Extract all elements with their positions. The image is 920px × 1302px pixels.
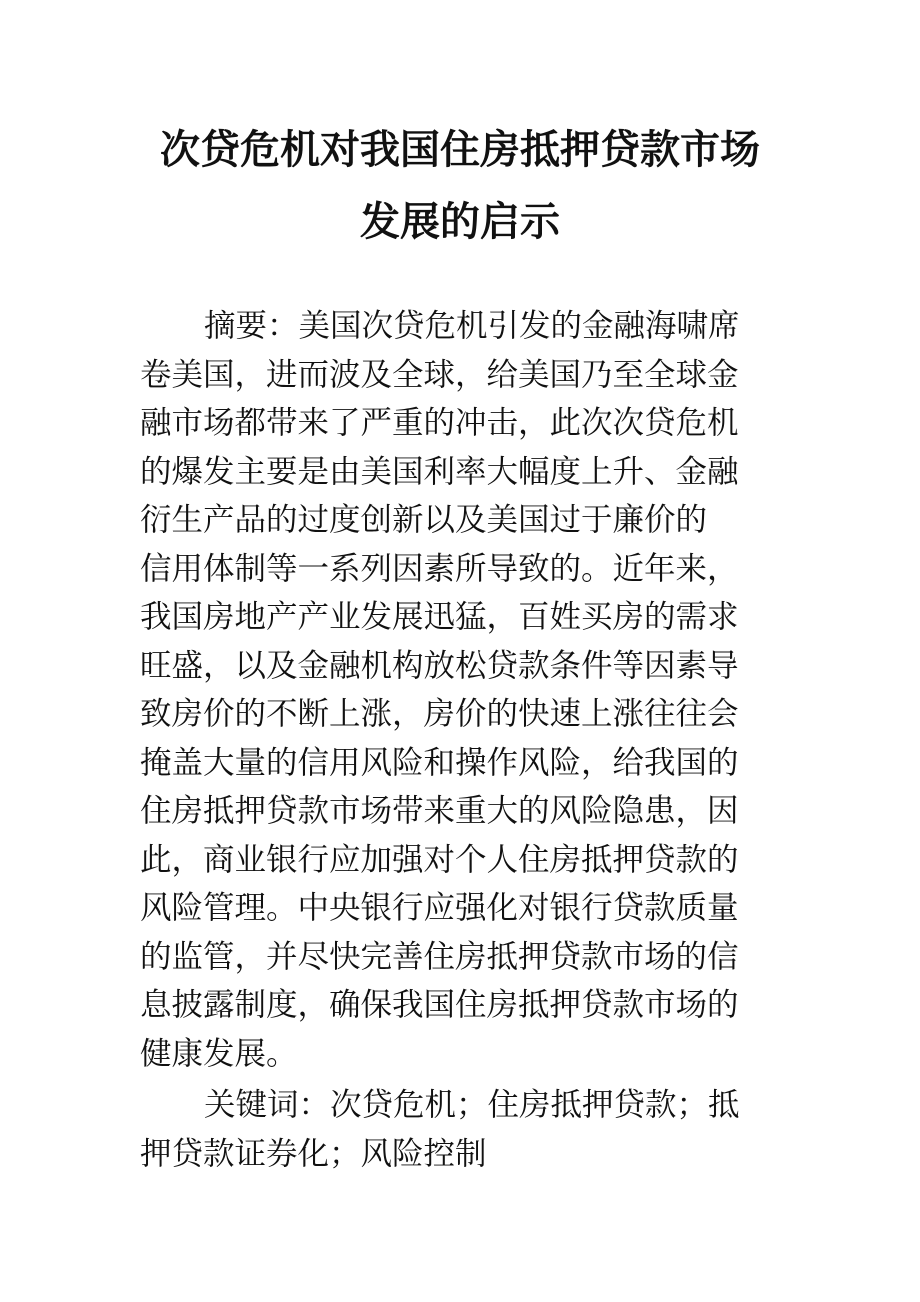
- abstract-line: 掩盖大量的信用风险和操作风险，给我国的: [140, 744, 739, 781]
- keywords-line: 关键词：次贷危机；住房抵押贷款；抵: [204, 1087, 740, 1123]
- abstract-line: 摘要：美国次贷危机引发的金融海啸席: [204, 308, 740, 344]
- abstract-line: 住房抵押贷款市场带来重大的风险隐患，因: [140, 793, 739, 829]
- abstract-line: 信用体制等一系列因素所导致的。近年来，: [140, 550, 739, 587]
- abstract-line: 的爆发主要是由美国利率大幅度上升、金融: [140, 453, 739, 490]
- abstract-line: 衍生产品的过度创新以及美国过于廉价的: [140, 502, 708, 538]
- abstract-line: 卷美国，进而波及全球，给美国乃至全球金: [140, 356, 739, 393]
- abstract-line: 致房价的不断上涨，房价的快速上涨往往会: [140, 696, 739, 732]
- abstract-line: 息披露制度，确保我国住房抵押贷款市场的: [140, 987, 739, 1023]
- document-title-line-1: 次贷危机对我国住房抵押贷款市场: [160, 127, 760, 173]
- keywords-line: 押贷款证券化；风险控制: [140, 1135, 487, 1172]
- abstract-line: 健康发展。: [140, 1035, 298, 1072]
- abstract-line: 此，商业银行应加强对个人住房抵押贷款的: [140, 841, 739, 878]
- keywords-paragraph: [140, 1081, 790, 1178]
- abstract-line: 的监管，并尽快完善住房抵押贷款市场的信: [140, 938, 739, 975]
- abstract-line: 我国房地产产业发展迅猛，百姓买房的需求: [140, 599, 739, 635]
- document-title-line-2: 发展的启示: [360, 199, 560, 245]
- abstract-line: 旺盛，以及金融机构放松贷款条件等因素导: [140, 647, 739, 684]
- abstract-line: 风险管理。中央银行应强化对银行贷款质量: [140, 890, 739, 926]
- abstract-line: 融市场都带来了严重的冲击，此次次贷危机: [140, 405, 739, 441]
- abstract-paragraph: [140, 302, 790, 1078]
